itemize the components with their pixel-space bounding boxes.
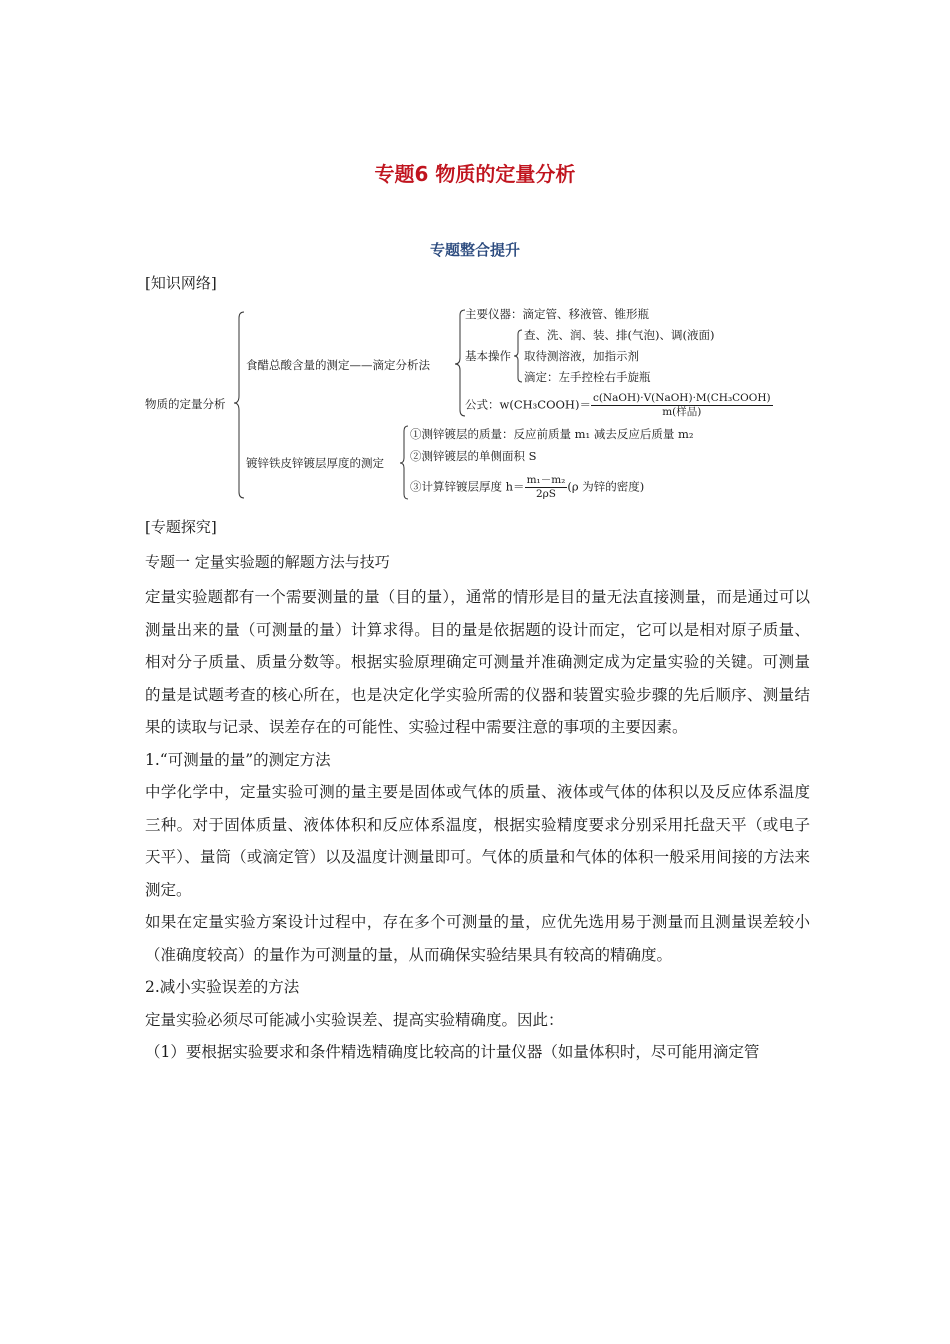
topic-1-heading: 专题一 定量实验题的解题方法与技巧 [145, 553, 390, 571]
diagram-zinc-item-1: ①测锌镀层的质量：反应前质量 m₁ 减去反应后质量 m₂ [410, 427, 694, 441]
thickness-denominator: 2ρS [535, 488, 556, 500]
diagram-op-2: 取待测溶液，加指示剂 [524, 349, 639, 363]
formula-denominator: m(样品) [662, 406, 702, 418]
topic-exploration-label: [专题探究] [145, 518, 217, 536]
diagram-branch-zinc: 镀锌铁皮锌镀层厚度的测定 [246, 456, 384, 470]
paragraph-2: 中学化学中，定量实验可测的量主要是固体或气体的质量、液体或气体的体积以及反应体系温度三种。对于固体质量、液体体积和反应体系温度，根据实验精度要求分别采用托盘天平（或电子天平）、量筒（或滴定管）以及温度计测量即可。气体的质量和气体的体积一般采用间接的方法来测定。 [145, 783, 810, 899]
heading-measurable-quantity: 1.“可测量的量”的测定方法 [145, 750, 331, 769]
diagram-formula [465, 392, 773, 419]
diagram-branch-titration: 食醋总酸含量的测定——滴定分析法 [246, 358, 430, 372]
diagram-instruments: 主要仪器：滴定管、移液管、锥形瓶 [465, 307, 649, 321]
heading-reduce-error: 2.减小实验误差的方法 [145, 978, 300, 996]
diagram-zinc-item-3 [410, 474, 644, 501]
article-body [145, 581, 810, 1069]
paragraph-4: 定量实验必须尽可能减小实验误差、提高实验精确度。因此： [145, 1010, 564, 1029]
diagram-root: 物质的定量分析 [145, 397, 226, 411]
knowledge-network-diagram [140, 300, 840, 510]
paragraph-3: 如果在定量实验方案设计过程中，存在多个可测量的量，应优先选用易于测量而且测量误差较小（准确度较高）的量作为可测量的量，从而确保实验结果具有较高的精确度。 [145, 913, 810, 964]
paragraph-5: （1）要根据实验要求和条件精选精确度比较高的计量仪器（如量体积时，尽可能用滴定管 [145, 1043, 760, 1061]
diagram-op-3: 滴定：左手控栓右手旋瓶 [524, 370, 651, 384]
diagram-op-1: 查、洗、润、装、排(气泡)、调(液面) [524, 328, 715, 342]
page-title: 专题6 物质的定量分析 [374, 162, 576, 186]
formula-fraction [591, 392, 773, 419]
diagram-zinc-item-2: ②测锌镀层的单侧面积 S [410, 449, 537, 463]
thickness-suffix: (ρ 为锌的密度) [567, 479, 645, 494]
thickness-prefix: ③计算锌镀层厚度 h＝ [410, 479, 525, 494]
section-subtitle: 专题整合提升 [429, 241, 520, 259]
thickness-numerator: m₁－m₂ [526, 474, 566, 486]
diagram-basic-ops-label: 基本操作 [465, 349, 511, 363]
knowledge-network-label: [知识网络] [145, 274, 217, 292]
formula-numerator: c(NaOH)·V(NaOH)·M(CH₃COOH) [592, 392, 771, 404]
thickness-fraction [525, 474, 568, 501]
paragraph-1: 定量实验题都有一个需要测量的量（目的量），通常的情形是目的量无法直接测量，而是通过可以测量出来的量（可测量的量）计算求得。目的量是依据题的设计而定，它可以是相对原子质量、相对分子质量、质量分数等。根据实验原理确定可测量并准确测定成为定量实验的关键。可测量的量是试题考查的核心所在，也是决定化学实验所需的仪器和装置实验步骤的先后顺序、测量结果的读取与记录、误差存在的可能性、实验过程中需要注意的事项的主要因素。 [145, 588, 810, 736]
formula-prefix: 公式：w(CH₃COOH)＝ [465, 397, 591, 412]
